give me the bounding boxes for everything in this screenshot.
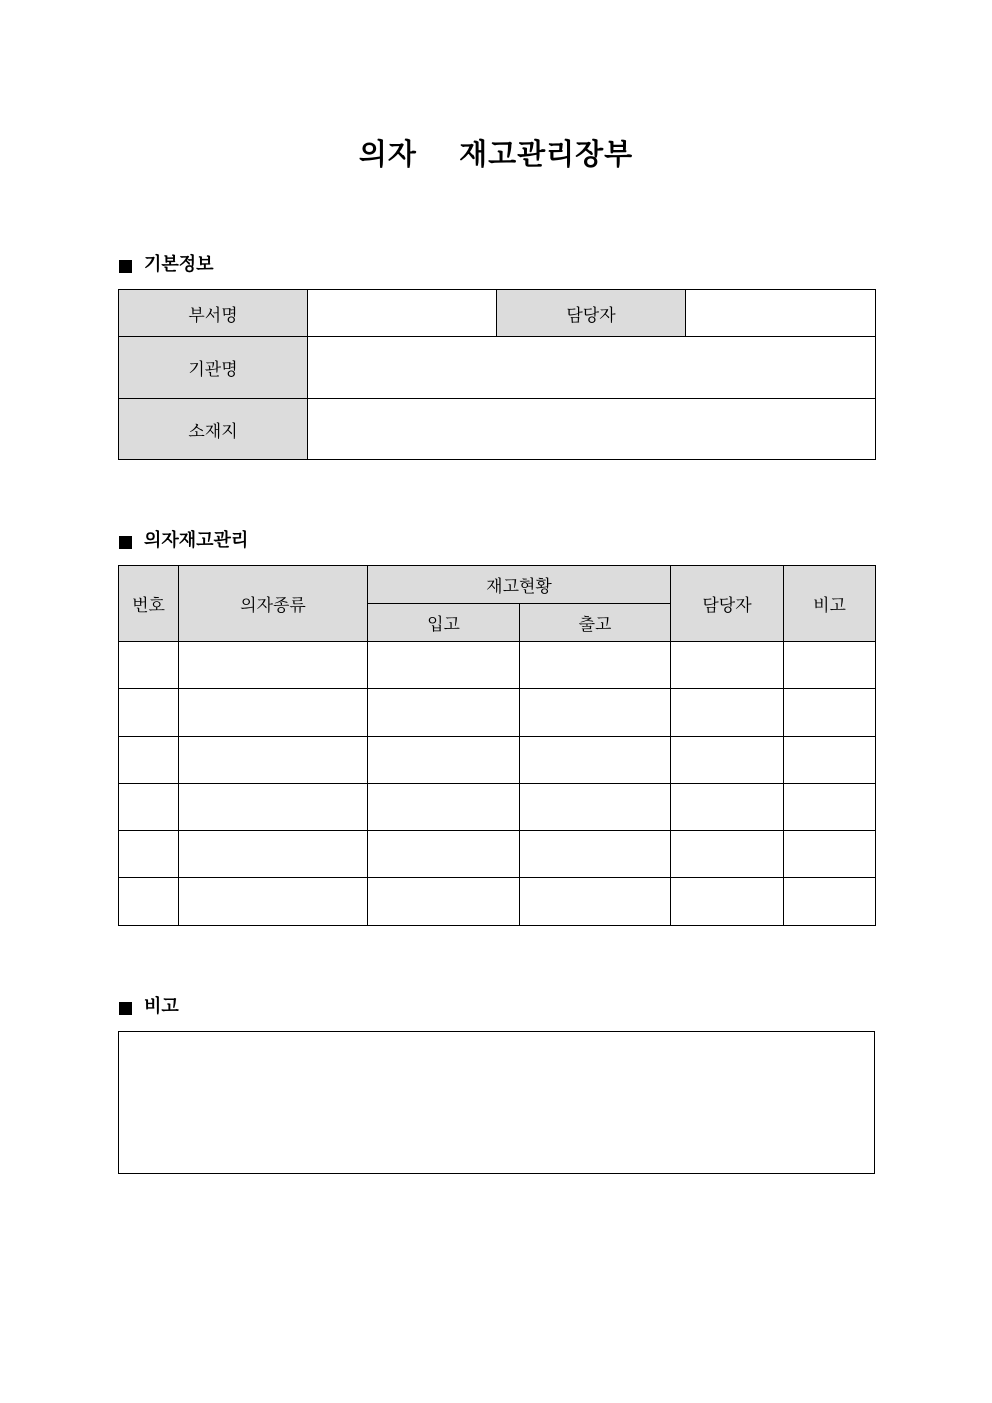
remarks-box[interactable] [118,1031,875,1174]
cell-incoming[interactable] [368,784,520,831]
section-heading-basic-info [119,253,214,277]
cell-incoming[interactable] [368,689,520,737]
cell-outgoing[interactable] [520,784,671,831]
manager-label: 담당자 [497,290,686,337]
cell-chair-type[interactable] [179,831,368,878]
column-header-incoming: 입고 [368,604,520,642]
cell-outgoing[interactable] [520,831,671,878]
page-title: 의자 재고관리장부 [358,137,634,171]
section-heading-remarks [119,995,179,1019]
section-heading-label: 기본정보 [144,254,214,275]
cell-outgoing[interactable] [520,642,671,689]
cell-outgoing[interactable] [520,878,671,926]
square-bullet-icon [119,1002,132,1015]
cell-manager[interactable] [671,784,784,831]
cell-remarks[interactable] [784,737,876,784]
square-bullet-icon [119,536,132,549]
department-field[interactable] [308,290,497,337]
cell-manager[interactable] [671,831,784,878]
manager-field[interactable] [686,290,876,337]
cell-chair-type[interactable] [179,878,368,926]
column-header-outgoing: 출고 [520,604,671,642]
department-label: 부서명 [119,290,308,337]
basic-info-table [118,289,876,460]
column-header-number: 번호 [119,566,179,642]
cell-manager[interactable] [671,737,784,784]
institution-field[interactable] [308,337,876,399]
column-header-stock-status: 재고현황 [368,566,671,604]
column-header-remarks: 비고 [784,566,876,642]
cell-outgoing[interactable] [520,737,671,784]
cell-incoming[interactable] [368,642,520,689]
cell-remarks[interactable] [784,642,876,689]
table-row [119,737,876,784]
inventory-table [118,565,876,926]
square-bullet-icon [119,260,132,273]
cell-chair-type[interactable] [179,737,368,784]
address-field[interactable] [308,399,876,460]
address-label: 소재지 [119,399,308,460]
table-row [119,878,876,926]
table-row [119,642,876,689]
cell-remarks[interactable] [784,784,876,831]
section-heading-label: 비고 [144,996,179,1017]
table-row [119,689,876,737]
cell-number[interactable] [119,784,179,831]
cell-number[interactable] [119,737,179,784]
column-header-manager: 담당자 [671,566,784,642]
cell-incoming[interactable] [368,878,520,926]
cell-number[interactable] [119,878,179,926]
column-header-chair-type: 의자종류 [179,566,368,642]
cell-chair-type[interactable] [179,689,368,737]
table-row [119,831,876,878]
cell-remarks[interactable] [784,831,876,878]
cell-manager[interactable] [671,878,784,926]
cell-manager[interactable] [671,689,784,737]
institution-label: 기관명 [119,337,308,399]
cell-chair-type[interactable] [179,642,368,689]
cell-incoming[interactable] [368,831,520,878]
cell-manager[interactable] [671,642,784,689]
cell-remarks[interactable] [784,689,876,737]
cell-remarks[interactable] [784,878,876,926]
cell-incoming[interactable] [368,737,520,784]
table-row [119,784,876,831]
cell-number[interactable] [119,642,179,689]
cell-outgoing[interactable] [520,689,671,737]
cell-number[interactable] [119,831,179,878]
section-heading-inventory [119,529,248,553]
section-heading-label: 의자재고관리 [144,530,249,551]
cell-chair-type[interactable] [179,784,368,831]
cell-number[interactable] [119,689,179,737]
